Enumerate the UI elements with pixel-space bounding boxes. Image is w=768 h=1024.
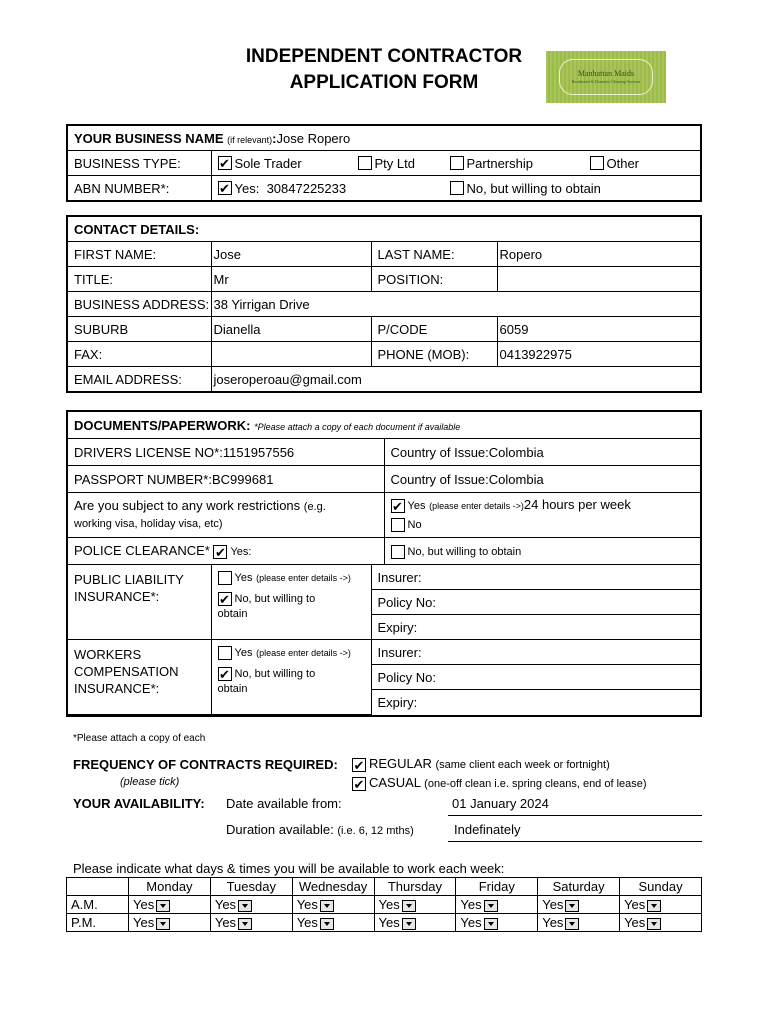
pm-monday-select[interactable]	[129, 914, 211, 932]
pli-label-1: PUBLIC LIABILITY	[74, 572, 184, 587]
duration-underline	[448, 841, 702, 842]
business-address-field[interactable]: 38 Yirrigan Drive	[211, 292, 700, 317]
select-value: Yes	[214, 915, 237, 930]
select-value: Yes	[542, 915, 564, 930]
restrictions-yes-checkbox[interactable]: ✔	[392, 498, 403, 514]
police-label: POLICE CLEARANCE*	[74, 543, 210, 559]
pli-insurer-field[interactable]: Insurer:	[371, 565, 700, 590]
chevron-down-icon[interactable]	[238, 918, 252, 930]
wc-no-label: No, but willing to	[234, 668, 316, 680]
pli-yes-checkbox[interactable]	[218, 571, 232, 585]
wc-policy-field[interactable]: Policy No:	[371, 665, 700, 690]
title-line-1: INDEPENDENT CONTRACTOR	[245, 46, 523, 67]
pli-policy-field[interactable]: Policy No:	[371, 590, 700, 615]
email-label: EMAIL ADDRESS:	[68, 367, 211, 392]
am-monday-select[interactable]	[129, 896, 211, 914]
first-name-label: FIRST NAME:	[68, 242, 211, 267]
police-no-cell	[384, 538, 700, 565]
company-logo	[546, 51, 666, 103]
wc-expiry-field[interactable]: Expiry:	[371, 690, 700, 715]
business-address-label: BUSINESS ADDRESS:	[68, 292, 211, 317]
business-name-field[interactable]: Jose Ropero	[276, 130, 351, 146]
duration-field[interactable]: Indefinately	[454, 822, 521, 837]
chevron-down-icon[interactable]	[238, 900, 252, 912]
chevron-down-icon[interactable]	[647, 900, 661, 912]
select-value: Yes	[624, 897, 646, 912]
wc-yes-label: Yes	[234, 647, 253, 659]
abn-yes-label: Yes:	[234, 180, 260, 196]
chevron-down-icon[interactable]	[647, 918, 661, 930]
chevron-down-icon[interactable]	[156, 900, 170, 912]
wc-insurer-field[interactable]: Insurer:	[371, 640, 700, 665]
day-friday: Friday	[456, 878, 538, 896]
partnership-label: Partnership	[466, 155, 533, 171]
passport-field[interactable]: BC999681	[211, 471, 274, 487]
select-value: Yes	[460, 897, 482, 912]
business-type-label: BUSINESS TYPE:	[68, 151, 211, 176]
abn-no-checkbox[interactable]	[450, 181, 464, 195]
pm-saturday-select[interactable]	[538, 914, 620, 932]
license-field[interactable]: 1151957556	[222, 444, 295, 460]
date-available-label: Date available from:	[226, 796, 342, 811]
day-saturday: Saturday	[538, 878, 620, 896]
logo-text: Manhattan Maids	[577, 69, 635, 78]
police-no-checkbox[interactable]	[391, 545, 405, 559]
am-saturday-select[interactable]	[538, 896, 620, 914]
pm-wednesday-select[interactable]	[292, 914, 374, 932]
wc-no-label-2: obtain	[217, 683, 248, 695]
sole-trader-checkbox[interactable]: ✔	[219, 156, 230, 171]
wc-no-checkbox[interactable]: ✔	[219, 666, 230, 682]
restrictions-options	[384, 493, 700, 538]
business-type-options	[211, 151, 700, 176]
documents-section	[66, 410, 702, 717]
regular-checkbox[interactable]: ✔	[353, 757, 365, 773]
duration-label-text: Duration available:	[226, 822, 334, 837]
day-tuesday: Tuesday	[210, 878, 292, 896]
logo-tagline: Residential & Domestic Cleaning Services	[571, 79, 641, 84]
license-row	[68, 439, 384, 466]
position-label: POSITION:	[371, 267, 497, 292]
select-value: Yes	[214, 897, 237, 912]
fax-label: FAX:	[68, 342, 211, 367]
casual-checkbox[interactable]: ✔	[353, 776, 365, 792]
passport-label: PASSPORT NUMBER*:	[74, 471, 212, 487]
pli-yes-note: (please enter details ->)	[256, 573, 351, 583]
abn-options	[211, 176, 700, 201]
chevron-down-icon[interactable]	[402, 918, 416, 930]
pli-expiry-field[interactable]: Expiry:	[371, 615, 700, 640]
restrictions-no-label: No	[407, 519, 422, 531]
wc-options	[211, 640, 371, 715]
pli-no-label-2: obtain	[217, 608, 248, 620]
am-label: A.M.	[67, 896, 129, 914]
pm-row	[67, 914, 702, 932]
casual-option	[352, 775, 647, 791]
day-wednesday: Wednesday	[292, 878, 374, 896]
sole-trader-label: Sole Trader	[234, 155, 302, 171]
pli-no-checkbox[interactable]: ✔	[219, 591, 230, 607]
first-name-field[interactable]: Jose	[211, 242, 371, 267]
regular-label: REGULAR	[369, 756, 432, 771]
regular-note: (same client each week or fortnight)	[435, 759, 610, 771]
am-wednesday-select[interactable]	[292, 896, 374, 914]
business-name-note: (if relevant)	[227, 134, 273, 145]
partnership-checkbox[interactable]	[450, 156, 464, 170]
phone-label: PHONE (MOB):	[371, 342, 497, 367]
chevron-down-icon[interactable]	[156, 918, 170, 930]
pty-ltd-checkbox[interactable]	[358, 156, 372, 170]
pli-yes-label: Yes	[234, 572, 253, 584]
chevron-down-icon[interactable]	[565, 900, 579, 912]
wc-yes-note: (please enter details ->)	[256, 648, 351, 658]
business-name-label: YOUR BUSINESS NAME	[74, 130, 224, 146]
duration-label	[226, 822, 414, 837]
license-country-field[interactable]: Colombia	[488, 444, 544, 460]
select-value: Yes	[378, 897, 400, 912]
wc-label-3: INSURANCE*:	[74, 681, 160, 696]
chevron-down-icon[interactable]	[484, 918, 498, 930]
restrictions-yes-note: (please enter details ->)	[429, 501, 524, 511]
date-available-field[interactable]: 01 January 2024	[452, 796, 549, 811]
police-yes-checkbox[interactable]: ✔	[215, 544, 226, 560]
documents-header-row	[68, 412, 700, 439]
frequency-sub: (please tick)	[120, 776, 180, 788]
select-value: Yes	[542, 897, 564, 912]
other-label: Other	[606, 155, 640, 171]
police-yes-label: Yes:	[230, 546, 252, 559]
day-thursday: Thursday	[374, 878, 456, 896]
wc-yes-checkbox[interactable]	[218, 646, 232, 660]
abn-number-field[interactable]: 30847225233	[266, 180, 347, 196]
restrictions-no-checkbox[interactable]	[391, 518, 405, 532]
pm-tuesday-select[interactable]	[210, 914, 292, 932]
am-friday-select[interactable]	[456, 896, 538, 914]
passport-row	[68, 466, 384, 493]
last-name-field[interactable]: Ropero	[497, 242, 700, 267]
fax-field[interactable]	[211, 342, 371, 367]
police-no-label: No, but willing to obtain	[407, 546, 522, 559]
day-sunday: Sunday	[620, 878, 702, 896]
chevron-down-icon[interactable]	[484, 900, 498, 912]
passport-country-field[interactable]: Colombia	[488, 471, 544, 487]
pm-thursday-select[interactable]	[374, 914, 456, 932]
select-value: Yes	[296, 897, 318, 912]
chevron-down-icon[interactable]	[402, 900, 416, 912]
abn-no-label: No, but willing to obtain	[466, 180, 601, 196]
title-line-2: APPLICATION FORM	[289, 72, 479, 93]
business-section	[66, 124, 702, 202]
wc-label	[68, 640, 211, 715]
restrictions-question	[68, 493, 384, 538]
availability-table	[66, 877, 702, 932]
wc-label-1: WORKERS	[74, 647, 142, 662]
phone-field[interactable]: 0413922975	[497, 342, 700, 367]
frequency-label: FREQUENCY OF CONTRACTS REQUIRED:	[73, 757, 338, 772]
days-prompt: Please indicate what days & times you will be available to work each week:	[73, 861, 505, 876]
duration-note: (i.e. 6, 12 mths)	[337, 825, 414, 837]
license-label: DRIVERS LICENSE NO*:	[74, 444, 223, 460]
wc-label-2: COMPENSATION	[74, 664, 179, 679]
passport-country-label: Country of Issue:	[390, 471, 489, 487]
last-name-label: LAST NAME:	[371, 242, 497, 267]
postcode-label: P/CODE	[371, 317, 497, 342]
select-value: Yes	[624, 915, 646, 930]
pm-sunday-select[interactable]	[620, 914, 702, 932]
title-label: TITLE:	[68, 267, 211, 292]
days-header-row	[67, 878, 702, 896]
pm-friday-select[interactable]	[456, 914, 538, 932]
suburb-label: SUBURB	[68, 317, 211, 342]
pli-no-label: No, but willing to	[234, 593, 316, 605]
abn-label: ABN NUMBER*:	[68, 176, 211, 201]
title-field[interactable]: Mr	[211, 267, 371, 292]
select-value: Yes	[378, 915, 400, 930]
regular-option	[352, 756, 610, 772]
passport-country-cell	[384, 466, 700, 493]
am-sunday-select[interactable]	[620, 896, 702, 914]
license-country-label: Country of Issue:	[390, 444, 489, 460]
am-tuesday-select[interactable]	[210, 896, 292, 914]
day-monday: Monday	[129, 878, 211, 896]
contact-section	[66, 215, 702, 393]
license-country-cell	[384, 439, 700, 466]
corner-cell	[67, 878, 129, 896]
availability-label: YOUR AVAILABILITY:	[73, 796, 205, 811]
restrictions-text: Are you subject to any work restrictions	[74, 498, 301, 513]
casual-note: (one-off clean i.e. spring cleans, end of lease)	[424, 778, 647, 790]
business-name-row: YOUR BUSINESS NAME (if relevant):Jose Ropero	[68, 126, 700, 151]
restrictions-eg-2: working visa, holiday visa, etc)	[74, 518, 223, 530]
restrictions-eg: (e.g.	[303, 501, 326, 513]
select-value: Yes	[133, 897, 155, 912]
select-value: Yes	[296, 915, 318, 930]
am-row	[67, 896, 702, 914]
other-checkbox[interactable]	[590, 156, 604, 170]
pm-label: P.M.	[67, 914, 129, 932]
chevron-down-icon[interactable]	[320, 918, 334, 930]
casual-label: CASUAL	[369, 775, 421, 790]
pli-label	[68, 565, 211, 640]
form-title	[200, 44, 568, 96]
restrictions-detail-field[interactable]: 24 hours per week	[523, 497, 631, 512]
position-field[interactable]	[497, 267, 700, 292]
pli-options	[211, 565, 371, 640]
postcode-field[interactable]: 6059	[497, 317, 700, 342]
police-row	[68, 538, 384, 565]
documents-note: *Please attach a copy of each document if available	[254, 421, 461, 432]
am-thursday-select[interactable]	[374, 896, 456, 914]
chevron-down-icon[interactable]	[320, 900, 334, 912]
select-value: Yes	[460, 915, 482, 930]
restrictions-yes-label: Yes	[407, 500, 426, 512]
pli-label-2: INSURANCE*:	[74, 589, 160, 604]
suburb-field[interactable]: Dianella	[211, 317, 371, 342]
date-available-underline	[448, 815, 702, 816]
documents-footnote: *Please attach a copy of each	[73, 733, 206, 744]
abn-yes-checkbox[interactable]: ✔	[219, 181, 230, 196]
select-value: Yes	[133, 915, 155, 930]
logo-frame	[559, 59, 653, 95]
contact-header: CONTACT DETAILS:	[68, 217, 700, 242]
pty-ltd-label: Pty Ltd	[374, 155, 415, 171]
documents-header: DOCUMENTS/PAPERWORK:	[74, 417, 251, 433]
chevron-down-icon[interactable]	[565, 918, 579, 930]
email-field[interactable]: joseroperoau@gmail.com	[211, 367, 700, 392]
